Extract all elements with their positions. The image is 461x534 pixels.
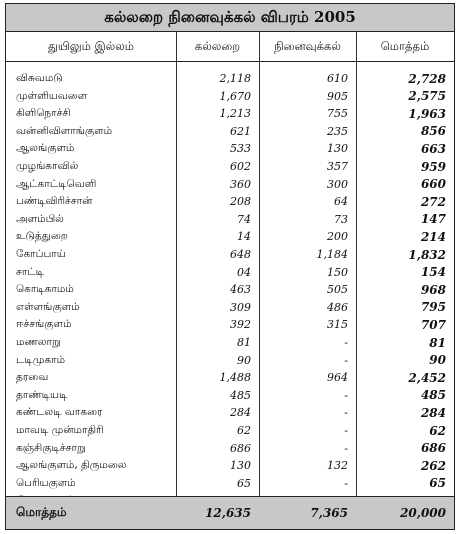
cemetery-name: விசுவமடு: [16, 72, 63, 85]
graves-count: 533: [230, 142, 251, 156]
memorial-stones-count: 300: [327, 177, 348, 191]
table-row: [6, 176, 454, 193]
header-graves: கல்லறை: [194, 39, 241, 53]
memorial-stones-count: -: [344, 388, 348, 402]
table-row: [6, 387, 454, 404]
memorial-stones-count: 73: [334, 212, 348, 226]
memorial-stones-count: 64: [334, 195, 348, 209]
total-count: 214: [420, 229, 446, 244]
table-row: [6, 246, 454, 263]
total-count: 262: [420, 458, 446, 473]
memorial-stones-count: 486: [327, 300, 348, 314]
table-row: [6, 211, 454, 228]
cemetery-name: பெரியகுளம்: [16, 476, 76, 489]
table-header: [6, 32, 454, 62]
cemetery-name: கோப்பாய்: [16, 248, 66, 261]
memorial-stones-count: -: [344, 441, 348, 455]
memorial-stones-count: -: [344, 476, 348, 490]
memorial-stones-count: -: [344, 353, 348, 367]
memorial-stones-count: 132: [327, 459, 348, 473]
total-count: 65: [429, 476, 446, 491]
memorial-stones-count: 610: [327, 72, 348, 86]
table-row: [6, 299, 454, 316]
cemetery-name: தாண்டியடி: [16, 388, 68, 401]
table-title: கல்லறை நினைவுக்கல் விபரம் 2005: [6, 4, 454, 32]
graves-count: 1,488: [219, 371, 251, 385]
table-row: [6, 228, 454, 245]
total-count: 959: [420, 159, 446, 174]
table-row: [6, 422, 454, 439]
cemetery-name: மணலாறு: [16, 336, 61, 349]
memorial-stones-count: 505: [327, 283, 348, 297]
cemetery-name: முழங்காவில்: [16, 160, 79, 173]
graves-count: 392: [230, 318, 251, 332]
table-row: [6, 70, 454, 87]
graves-count: 284: [230, 406, 251, 420]
table-row: [6, 140, 454, 157]
table-row: [6, 158, 454, 175]
cemetery-name: கொடிகாமம்: [16, 283, 74, 296]
total-count: 663: [420, 141, 446, 156]
cemetery-name: வன்னிவிளாங்குளம்: [16, 124, 113, 137]
total-count: 795: [420, 300, 446, 315]
total-count: 284: [420, 405, 446, 420]
header-total: மொத்தம்: [380, 39, 430, 53]
total-graves: 12,635: [205, 505, 251, 520]
total-count: 660: [420, 177, 446, 192]
total-label: மொத்தம்: [16, 504, 67, 519]
total-count: 2,728: [408, 71, 446, 86]
memorial-stones-count: -: [344, 406, 348, 420]
table-row: [6, 440, 454, 457]
cemetery-name: பண்டிவிரிச்சான்: [16, 195, 93, 208]
graves-count: 485: [230, 388, 251, 402]
memorial-stones-count: 1,184: [316, 248, 348, 262]
table-row: [6, 193, 454, 210]
table-row: [6, 352, 454, 369]
graves-count: 463: [230, 283, 251, 297]
cemetery-name: கண்டலடி வாகரை: [16, 406, 103, 419]
memorial-table: [5, 3, 455, 530]
cemetery-name: கிளிநொச்சி: [16, 107, 71, 120]
table-row: [6, 316, 454, 333]
table-row: [6, 404, 454, 421]
total-count: 968: [420, 282, 446, 297]
graves-count: 04: [237, 265, 251, 279]
graves-count: 360: [230, 177, 251, 191]
graves-count: 74: [237, 212, 251, 226]
total-count: 272: [420, 194, 446, 209]
total-count: 2,575: [408, 89, 446, 104]
graves-count: 208: [230, 195, 251, 209]
graves-count: 65: [237, 476, 251, 490]
table-body: [6, 32, 454, 500]
memorial-stones-count: 357: [327, 160, 348, 174]
graves-count: 686: [230, 441, 251, 455]
graves-count: 1,670: [219, 89, 251, 103]
cemetery-name: ஆட்காட்டிவெளி: [16, 177, 97, 190]
memorial-stones-count: 755: [327, 107, 348, 121]
cemetery-name: முள்ளியவளை: [16, 89, 88, 102]
total-count: 154: [420, 265, 446, 280]
memorial-stones-count: 200: [327, 230, 348, 244]
total-count: 1,832: [408, 247, 446, 262]
header-memorial-stones: நினைவுக்கல்: [274, 39, 341, 53]
cemetery-name: ஆலங்குளம்: [16, 142, 75, 155]
cemetery-name: மாவடி முன்மாதிரி: [16, 424, 104, 437]
graves-count: 90: [237, 353, 251, 367]
total-count: 856: [420, 124, 446, 139]
total-count: 485: [420, 388, 446, 403]
graves-count: 309: [230, 300, 251, 314]
cemetery-name: எள்ளங்குளம்: [16, 300, 80, 313]
total-count: 90: [429, 353, 446, 368]
total-count: 81: [429, 335, 446, 350]
graves-count: 62: [237, 424, 251, 438]
table-row: [6, 264, 454, 281]
total-grand: 20,000: [400, 505, 446, 520]
cemetery-name: தரவை: [16, 371, 49, 384]
cemetery-name: உடுத்துறை: [16, 230, 68, 243]
memorial-stones-count: -: [344, 336, 348, 350]
cemetery-name: சாட்டி: [16, 265, 45, 278]
table-row: [6, 334, 454, 351]
header-cemetery: துயிலும் இல்லம்: [47, 39, 135, 53]
total-memorial-stones: 7,365: [310, 505, 348, 520]
memorial-stones-count: 964: [327, 371, 348, 385]
total-row: [6, 496, 454, 529]
table-row: [6, 369, 454, 386]
total-count: 147: [420, 212, 446, 227]
table-row: [6, 281, 454, 298]
memorial-stones-count: 905: [327, 89, 348, 103]
graves-count: 2,118: [219, 72, 251, 86]
graves-count: 14: [237, 230, 251, 244]
total-count: 62: [429, 423, 446, 438]
memorial-stones-count: 150: [327, 265, 348, 279]
graves-count: 648: [230, 248, 251, 262]
table-row: [6, 475, 454, 492]
graves-count: 621: [230, 124, 251, 138]
cemetery-name: டடிமுகாம்: [16, 353, 66, 366]
memorial-stones-count: -: [344, 424, 348, 438]
cemetery-name: ஈச்சங்குளம்: [16, 318, 72, 331]
memorial-stones-count: 315: [327, 318, 348, 332]
total-count: 707: [420, 317, 446, 332]
memorial-stones-count: 130: [327, 142, 348, 156]
table-row: [6, 88, 454, 105]
cemetery-name: கஞ்சிகுடிச்சாறு: [16, 441, 86, 454]
cemetery-name: ஆலங்குளம், திருமலை: [16, 459, 127, 472]
table-row: [6, 105, 454, 122]
table-row: [6, 123, 454, 140]
graves-count: 130: [230, 459, 251, 473]
graves-count: 1,213: [219, 107, 251, 121]
total-count: 1,963: [408, 106, 446, 121]
graves-count: 602: [230, 160, 251, 174]
total-count: 2,452: [408, 370, 446, 385]
cemetery-name: அளம்பில்: [16, 212, 64, 225]
table-row: [6, 457, 454, 474]
memorial-stones-count: 235: [327, 124, 348, 138]
total-count: 686: [420, 441, 446, 456]
graves-count: 81: [237, 336, 251, 350]
